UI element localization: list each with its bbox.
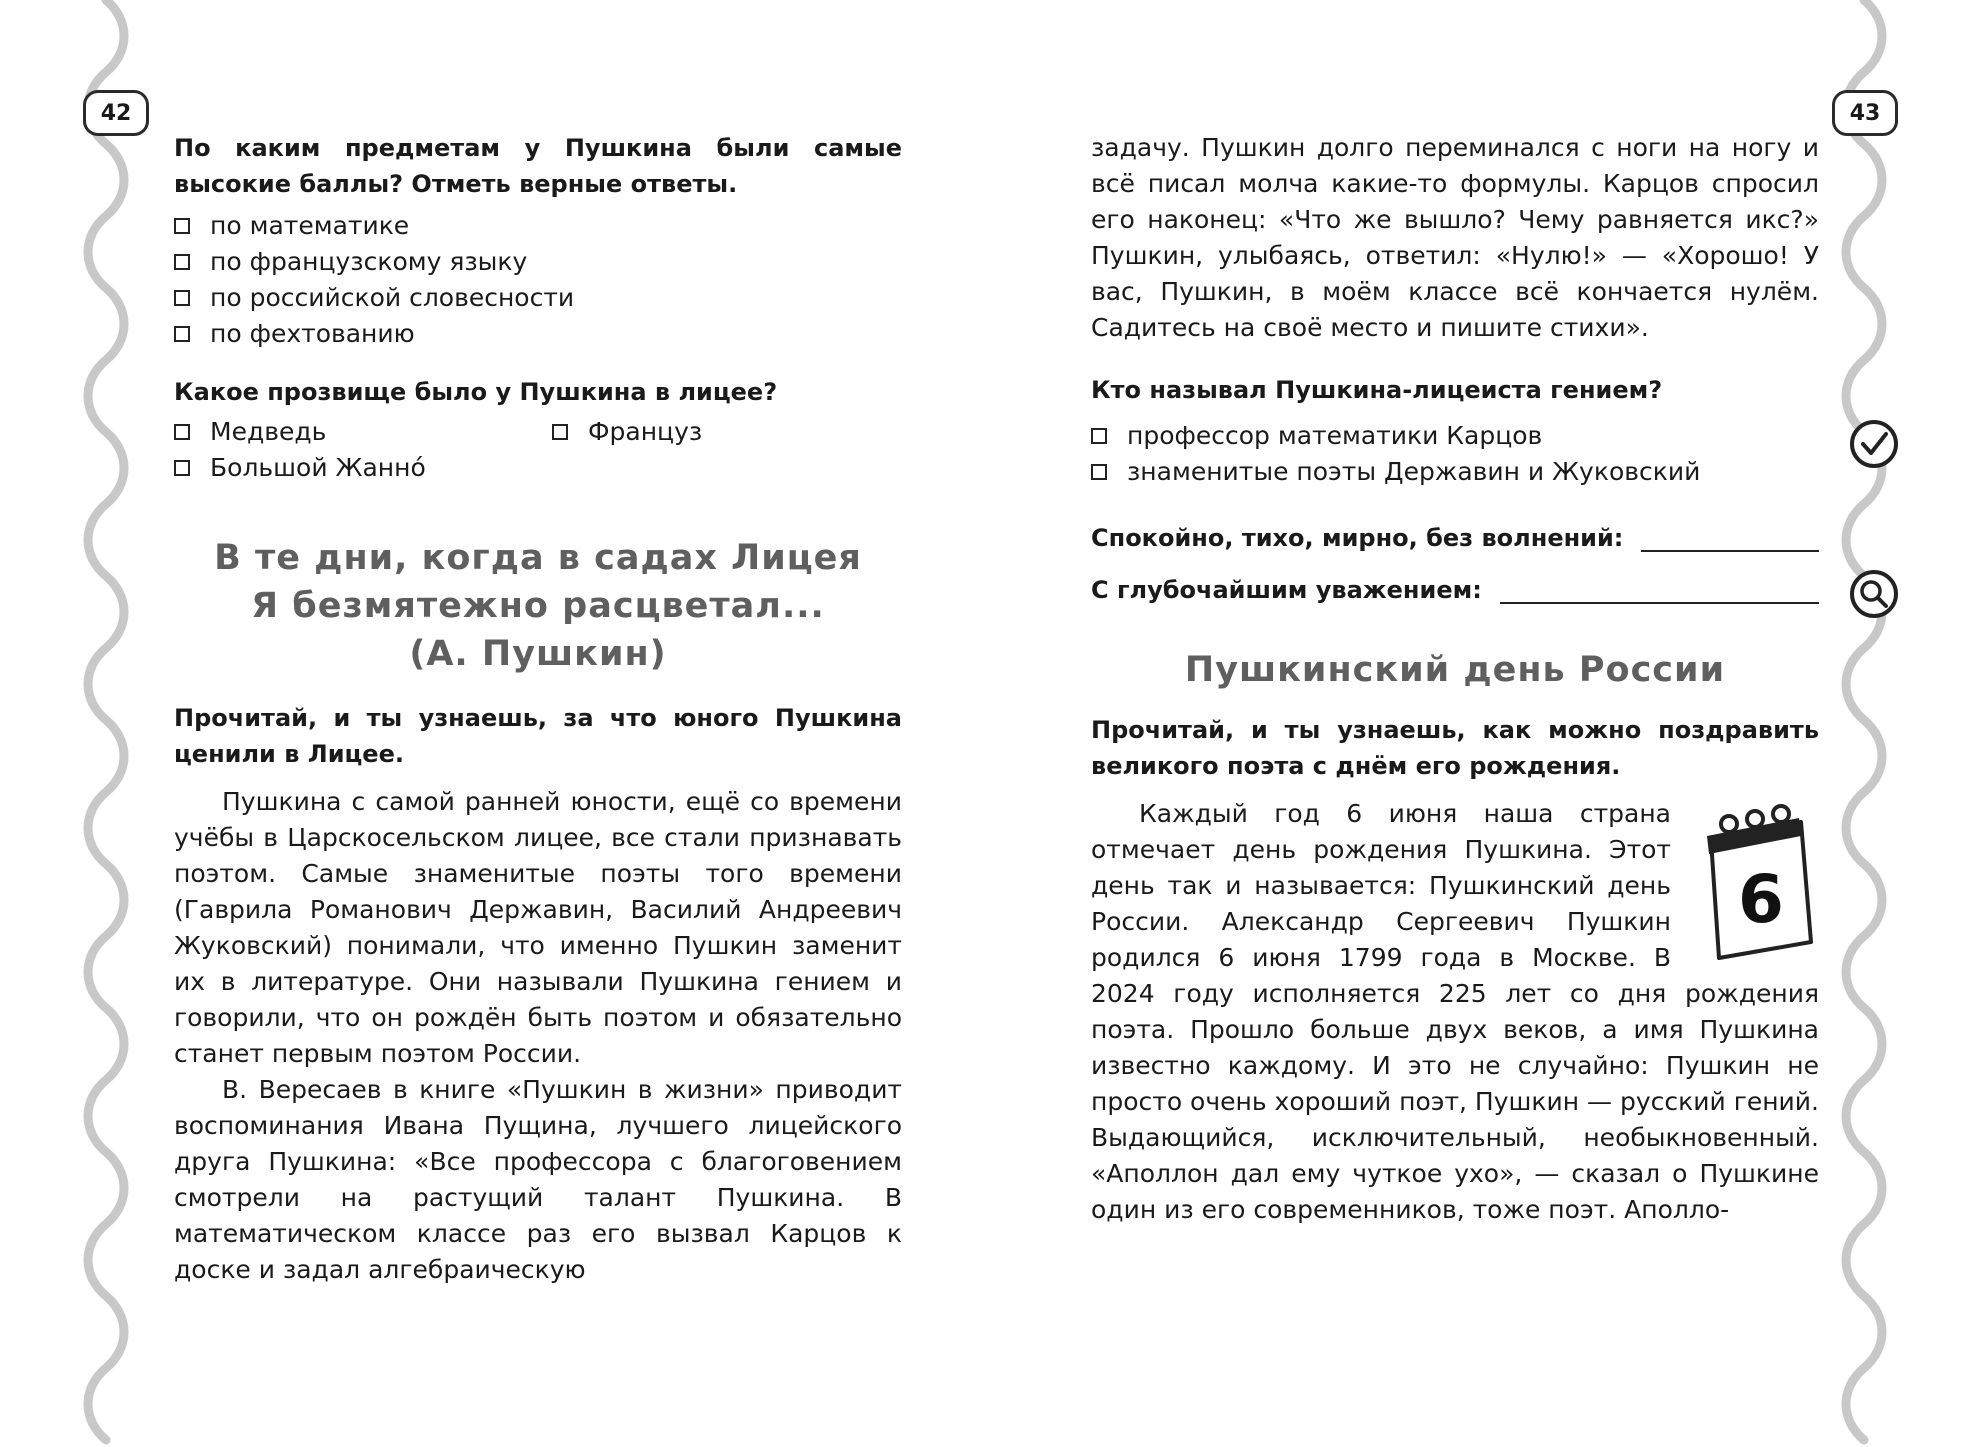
option-poets[interactable]: знаменитые поэты Державин и Жуковский xyxy=(1091,454,1819,490)
paragraph-pushkin-day: Каждый год 6 июня наша страна отмечает день рождения Пушкина. Этот день так и называется: Пушкинский день России. Александр Сергеевич Пушкин родился 6 июня 1799 года в Москве. В 2024 году исполняется 225 лет со дня рождения поэта. Прошло больше двух веков, а имя Пушкина известно каждому. И это не случайно: Пушкин не просто очень хороший поэт, Пушкин — русский гений. Выдающийся, исключительный, необыкновенный. «Аполлон дал ему чуткое ухо», — сказал о Пушкине один из его современников, тоже поэт. Аполло- xyxy=(1091,799,1819,1224)
answer-line-2[interactable] xyxy=(1500,580,1819,604)
reading-task-right: Прочитай, и ты узнаешь, как можно поздравить великого поэта с днём его рождения. xyxy=(1091,716,1819,780)
checkbox-icon[interactable] xyxy=(174,326,190,342)
option-fencing[interactable]: по фехтованию xyxy=(174,316,902,352)
option-big-jeannot[interactable]: Большой Жаннó xyxy=(174,450,552,486)
option-math[interactable]: по математике xyxy=(174,208,902,244)
paragraph-lyceum: Пушкина с самой ранней юности, ещё со времени учёбы в Царскосельском лицее, все стали признавать поэтом. Самые знаменитые поэты того времени (Гаврила Романович Державин, Василий Андреевич Жуковский) понимали, что именно Пушкин заменит их в литературе. Они называли Пушкина гением и говорили, что он рождён быть поэтом и обязательно станет первым поэтом России. xyxy=(174,787,902,1068)
fill-prompt-2: С глубочайшим уважением: xyxy=(1091,576,1482,604)
epigraph xyxy=(174,534,902,678)
question-subjects: По каким предметам у Пушкина были самые высокие баллы? Отметь верные ответы. xyxy=(174,134,902,198)
calendar-icon xyxy=(1689,802,1819,964)
paragraph-veresaev: В. Вересаев в книге «Пушкин в жизни» приводит воспоминания Ивана Пущина, лучшего лицейского друга Пушкина: «Все профессора с благоговением смотрели на растущий талант Пушкина. В математическом классе раз его вызвал Карцов к доске и задал алгебраическую xyxy=(174,1075,902,1284)
magnifier-circle-icon xyxy=(1848,568,1900,620)
page-number-left: 42 xyxy=(83,90,149,136)
paragraph-continued: задачу. Пушкин долго переминался с ноги на ногу и всё писал молча какие-то формулы. Карцов спросил его наконец: «Что же вышло? Чему равняется икс?» Пушкин, улыбаясь, ответил: «Нулю!» — «Хорошо! У вас, Пушкин, в моём классе всё кончается нулём. Садитесь на своё место и пишите стихи». xyxy=(1091,133,1819,342)
calendar-number: 6 xyxy=(1738,861,1784,938)
checkbox-icon[interactable] xyxy=(552,424,568,440)
pushkin-day-text xyxy=(1091,796,1819,1228)
option-bear[interactable]: Медведь xyxy=(174,414,552,450)
checkbox-icon[interactable] xyxy=(174,460,190,476)
fill-prompt-1: Спокойно, тихо, мирно, без волнений: xyxy=(1091,524,1624,552)
question-genius: Кто называл Пушкина-лицеиста гением? xyxy=(1091,376,1663,404)
fill-in-row-2 xyxy=(1091,560,1819,604)
answer-line-1[interactable] xyxy=(1641,528,1819,552)
checkbox-icon[interactable] xyxy=(174,290,190,306)
subjects-options xyxy=(174,208,902,352)
left-page-column xyxy=(174,130,902,1288)
epigraph-author: (А. Пушкин) xyxy=(409,634,667,674)
option-french[interactable]: по французскому языку xyxy=(174,244,902,280)
epigraph-line-1: В те дни, когда в садах Лицея xyxy=(214,538,862,578)
fill-in-row-1 xyxy=(1091,508,1819,552)
genius-options xyxy=(1091,418,1819,490)
option-kartsov[interactable]: профессор математики Карцов xyxy=(1091,418,1819,454)
left-wavy-border xyxy=(78,0,134,1447)
checkmark-circle-icon xyxy=(1848,418,1900,470)
checkbox-icon[interactable] xyxy=(1091,428,1107,444)
checkbox-icon[interactable] xyxy=(174,424,190,440)
checkbox-icon[interactable] xyxy=(174,218,190,234)
reading-task-left: Прочитай, и ты узнаешь, за что юного Пушкина ценили в Лицее. xyxy=(174,704,902,768)
checkbox-icon[interactable] xyxy=(1091,464,1107,480)
epigraph-line-2: Я безмятежно расцветал... xyxy=(251,586,825,626)
question-nickname: Какое прозвище было у Пушкина в лицее? xyxy=(174,378,778,406)
section-title-pushkin-day: Пушкинский день России xyxy=(1184,650,1726,690)
page-number-right: 43 xyxy=(1832,90,1898,136)
nickname-options xyxy=(174,414,902,486)
right-page-column xyxy=(1091,130,1819,1228)
checkbox-icon[interactable] xyxy=(174,254,190,270)
right-wavy-border xyxy=(1836,0,1892,1447)
option-literature[interactable]: по российской словесности xyxy=(174,280,902,316)
option-frenchman[interactable]: Француз xyxy=(552,414,902,450)
